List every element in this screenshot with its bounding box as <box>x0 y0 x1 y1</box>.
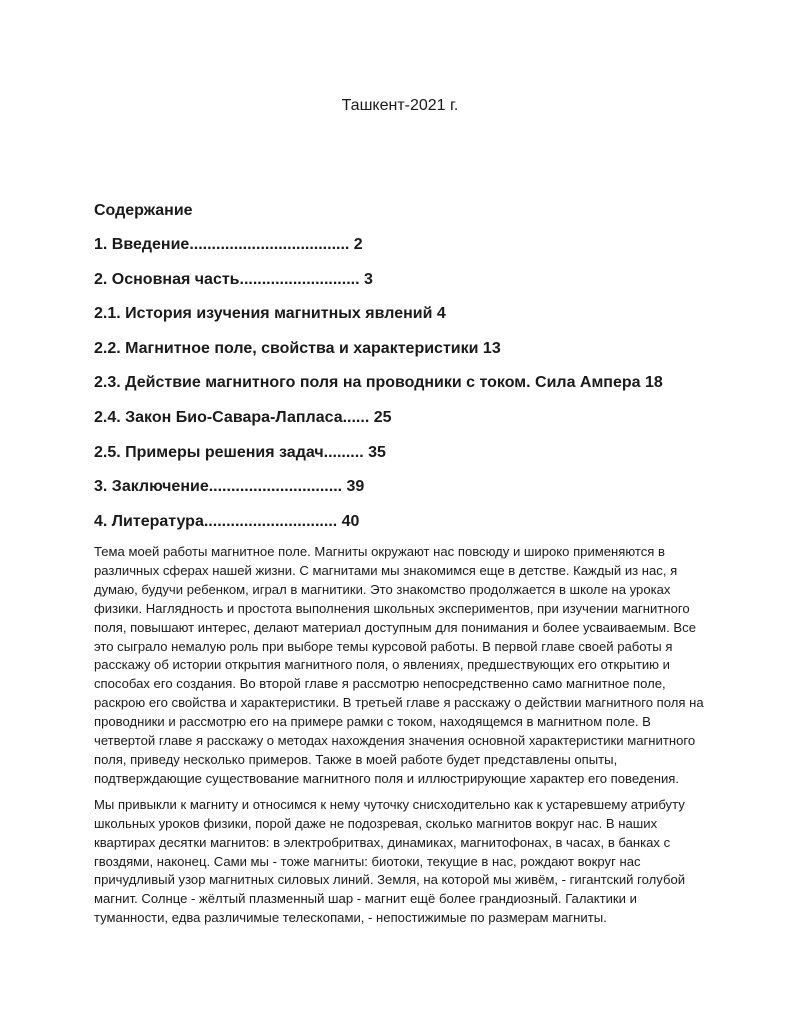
toc-item-history: 2.1. История изучения магнитных явлений 4 <box>94 305 446 323</box>
toc-item-main-part: 2. Основная часть........................... 3 <box>94 270 373 288</box>
table-of-contents <box>94 201 734 546</box>
toc-item-examples: 2.5. Примеры решения задач......... 35 <box>94 443 386 461</box>
paragraph-magnets-around-us: Мы привыкли к магниту и относимся к нему чуточку снисходительно как к устаревшему атрибуту школьных уроков физики, порой даже не подозревая, сколько магнитов вокруг нас. В наших квартирах десятки магнитов: в электробритвах, динамиках, магнитофонах, в часах, в банках с гвоздями, наконец. Сами мы - тоже магниты: биотоки, текущие в нас, рождают вокруг нас причудливый узор магнитных силовых линий. Земля, на которой мы живём, - гигантский голубой магнит. Солнце - жёлтый плазменный шар - магнит ещё более грандиозный. Галактики и туманности, едва различимые телескопами, - непостижимые по размерам магниты. <box>94 796 686 926</box>
toc-item-introduction: 1. Введение.................................... 2 <box>94 236 363 253</box>
toc-item-magnetic-field: 2.2. Магнитное поле, свойства и характеристики 13 <box>94 339 501 357</box>
city-year-line: Ташкент-2021 г. <box>341 97 459 114</box>
toc-title: Содержание <box>94 202 193 219</box>
toc-item-literature: 4. Литература.............................. 40 <box>94 512 360 530</box>
toc-item-conclusion: 3. Заключение.............................. 39 <box>94 478 365 496</box>
body-text <box>94 543 714 928</box>
paragraph-introduction: Тема моей работы магнитное поле. Магниты окружают нас повсюду и широко применяются в различных сферах нашей жизни. С магнитами мы знакомимся еще в детстве. Каждый из нас, я думаю, будучи ребенком, играл в магнитики. Это знакомство продолжается в школе на уроках физики. Наглядность и простота выполнения школьных экспериментов, при изучении магнитного поля, повышают интерес, делают материал доступным для понимания и более усваиваемым. Все это сыграло немалую роль при выборе темы курсовой работы. В первой главе своей работы я расскажу об истории открытия магнитного поля, о явлениях, предшествующих его открытию и способах его создания. Во второй главе я рассмотрю непосредственно само магнитное поле, раскрою его свойства и характеристики. В третьей главе я расскажу о действии магнитного поля на проводники и рассмотрю его на примере рамки с током, находящемся в магнитном поле. В четвертой главе я расскажу о методах нахождения значения основной характеристики магнитного поля, приведу несколько примеров. Также в моей работе будет представлены опыты, подтверждающие существование магнитного поля и иллюстрирующие характер его поведения. <box>94 544 704 786</box>
toc-item-ampere-force: 2.3. Действие магнитного поля на проводники с током. Сила Ампера 18 <box>94 374 663 392</box>
toc-item-biot-savart: 2.4. Закон Био-Савара-Лапласа...... 25 <box>94 408 392 426</box>
